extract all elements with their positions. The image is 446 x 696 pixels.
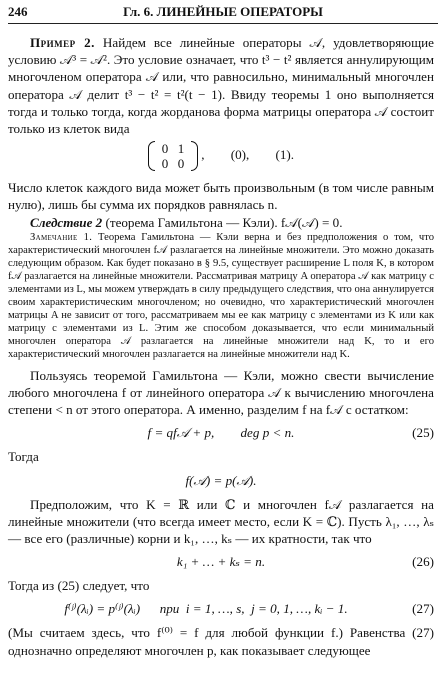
page-header bbox=[8, 4, 438, 24]
equation-27 bbox=[8, 598, 434, 620]
matrix-row-2: 0 0 bbox=[161, 156, 185, 172]
togda-2: Тогда из (25) следует, что bbox=[8, 578, 150, 594]
togda-1: Тогда bbox=[8, 449, 39, 465]
paragraph-hamilton: Пользуясь теоремой Гамильтона — Кэли, можно свести вычисление любого многочлена f от линейного оператора 𝒜 к вычислению многочлена степени < n от этого оператора. А именно, разделим f на f𝒜 с остатком: bbox=[8, 367, 434, 418]
equation-26-number: (26) bbox=[412, 554, 434, 570]
page-number: 246 bbox=[8, 4, 28, 19]
matrix-row-1: 0 1 bbox=[161, 141, 185, 157]
equation-25-number: (25) bbox=[412, 425, 434, 441]
example-after: Число клеток каждого вида может быть произвольным (в том числе равным нулю), лишь бы сумма их порядков равнялась n. bbox=[8, 180, 434, 213]
example-label: Пример 2. bbox=[30, 35, 95, 50]
equation-fa-formula: f(𝒜) = p(𝒜). bbox=[185, 472, 257, 488]
remark-label: Замечание 1. bbox=[30, 231, 93, 243]
jordan-matrix bbox=[148, 141, 198, 171]
corollary bbox=[8, 214, 434, 231]
page-body bbox=[8, 34, 434, 659]
equation-fa bbox=[8, 470, 434, 492]
equation-25-formula: f = qf𝒜 + p, deg p < n. bbox=[147, 425, 295, 441]
equation-27-formula: f⁽ʲ⁾(λᵢ) = p⁽ʲ⁾(λᵢ) при i = 1, …, s, j = 0, 1, …, kᵢ − 1. bbox=[64, 601, 348, 617]
paragraph-roots: Предположим, что K = ℝ или ℂ и многочлен f𝒜 разлагается на линейные множители (что всегда имеет место, если K = ℂ). Пусть λ₁, …, λₛ — все его (различные) корни и k₁, …, kₛ — их кратности, так что bbox=[8, 496, 434, 547]
jordan-cells-tail: , (0), (1). bbox=[201, 147, 294, 163]
paragraph-final: (Мы считаем здесь, что f⁽⁰⁾ = f для любой функции f.) Равенства (27) однозначно определяют многочлен p, как показывает следующее bbox=[8, 625, 434, 658]
equation-27-number: (27) bbox=[412, 601, 434, 617]
remark-paragraph bbox=[8, 231, 434, 361]
header-rule bbox=[8, 23, 438, 24]
equation-26-formula: k₁ + … + kₛ = n. bbox=[176, 554, 266, 570]
example-paragraph bbox=[8, 34, 434, 137]
jordan-cells-display bbox=[8, 141, 434, 175]
equation-26 bbox=[8, 551, 434, 573]
running-title: Гл. 6. ЛИНЕЙНЫЕ ОПЕРАТОРЫ bbox=[123, 4, 323, 19]
corollary-label: Следствие 2 bbox=[30, 214, 103, 230]
example-text: Найдем все линейные операторы 𝒜, удовлетворяющие условию 𝒜³ = 𝒜². Это условие означает, что t³ − t² является аннулирующим многочленом оператора 𝒜 или, что равносильно, минимальный многочлен оператора 𝒜 делит t³ − t² = t²(t − 1). Ввиду теоремы 1 оно выполняется тогда и только тогда, когда жорданова форма матрицы оператора 𝒜 состоит только из клеток вида bbox=[8, 35, 434, 137]
corollary-text: (теорема Гамильтона — Кэли). f𝒜(𝒜) = 0. bbox=[105, 214, 343, 230]
equation-25 bbox=[8, 422, 434, 444]
remark-text: Теорема Гамильтона — Кэли верна и без предположения о том, что характеристический многочлен f𝒜 разлагается на линейные множители. Это можно доказать следующим образом. Как будет показано в § 9.5, существует расширение L поля K, в котором f𝒜 разлагается на линейные множители. Рассматривая матрицу A оператора 𝒜 как матрицу с элементами из L, мы можем утверждать в силу предыдущего следствия, что она аннулируется своим характеристическим многочленом; но очевидно, что характеристический многочлен матрицы A не зависит от того, рассматриваем мы ее как матрицу с элементами из K или как матрицу с элементами из L. Этим же способом доказывается, что если минимальный многочлен оператора 𝒜 разлагается на линейные множители над K, то и его характеристический многочлен разлагается на линейные множители над K. bbox=[8, 231, 435, 360]
